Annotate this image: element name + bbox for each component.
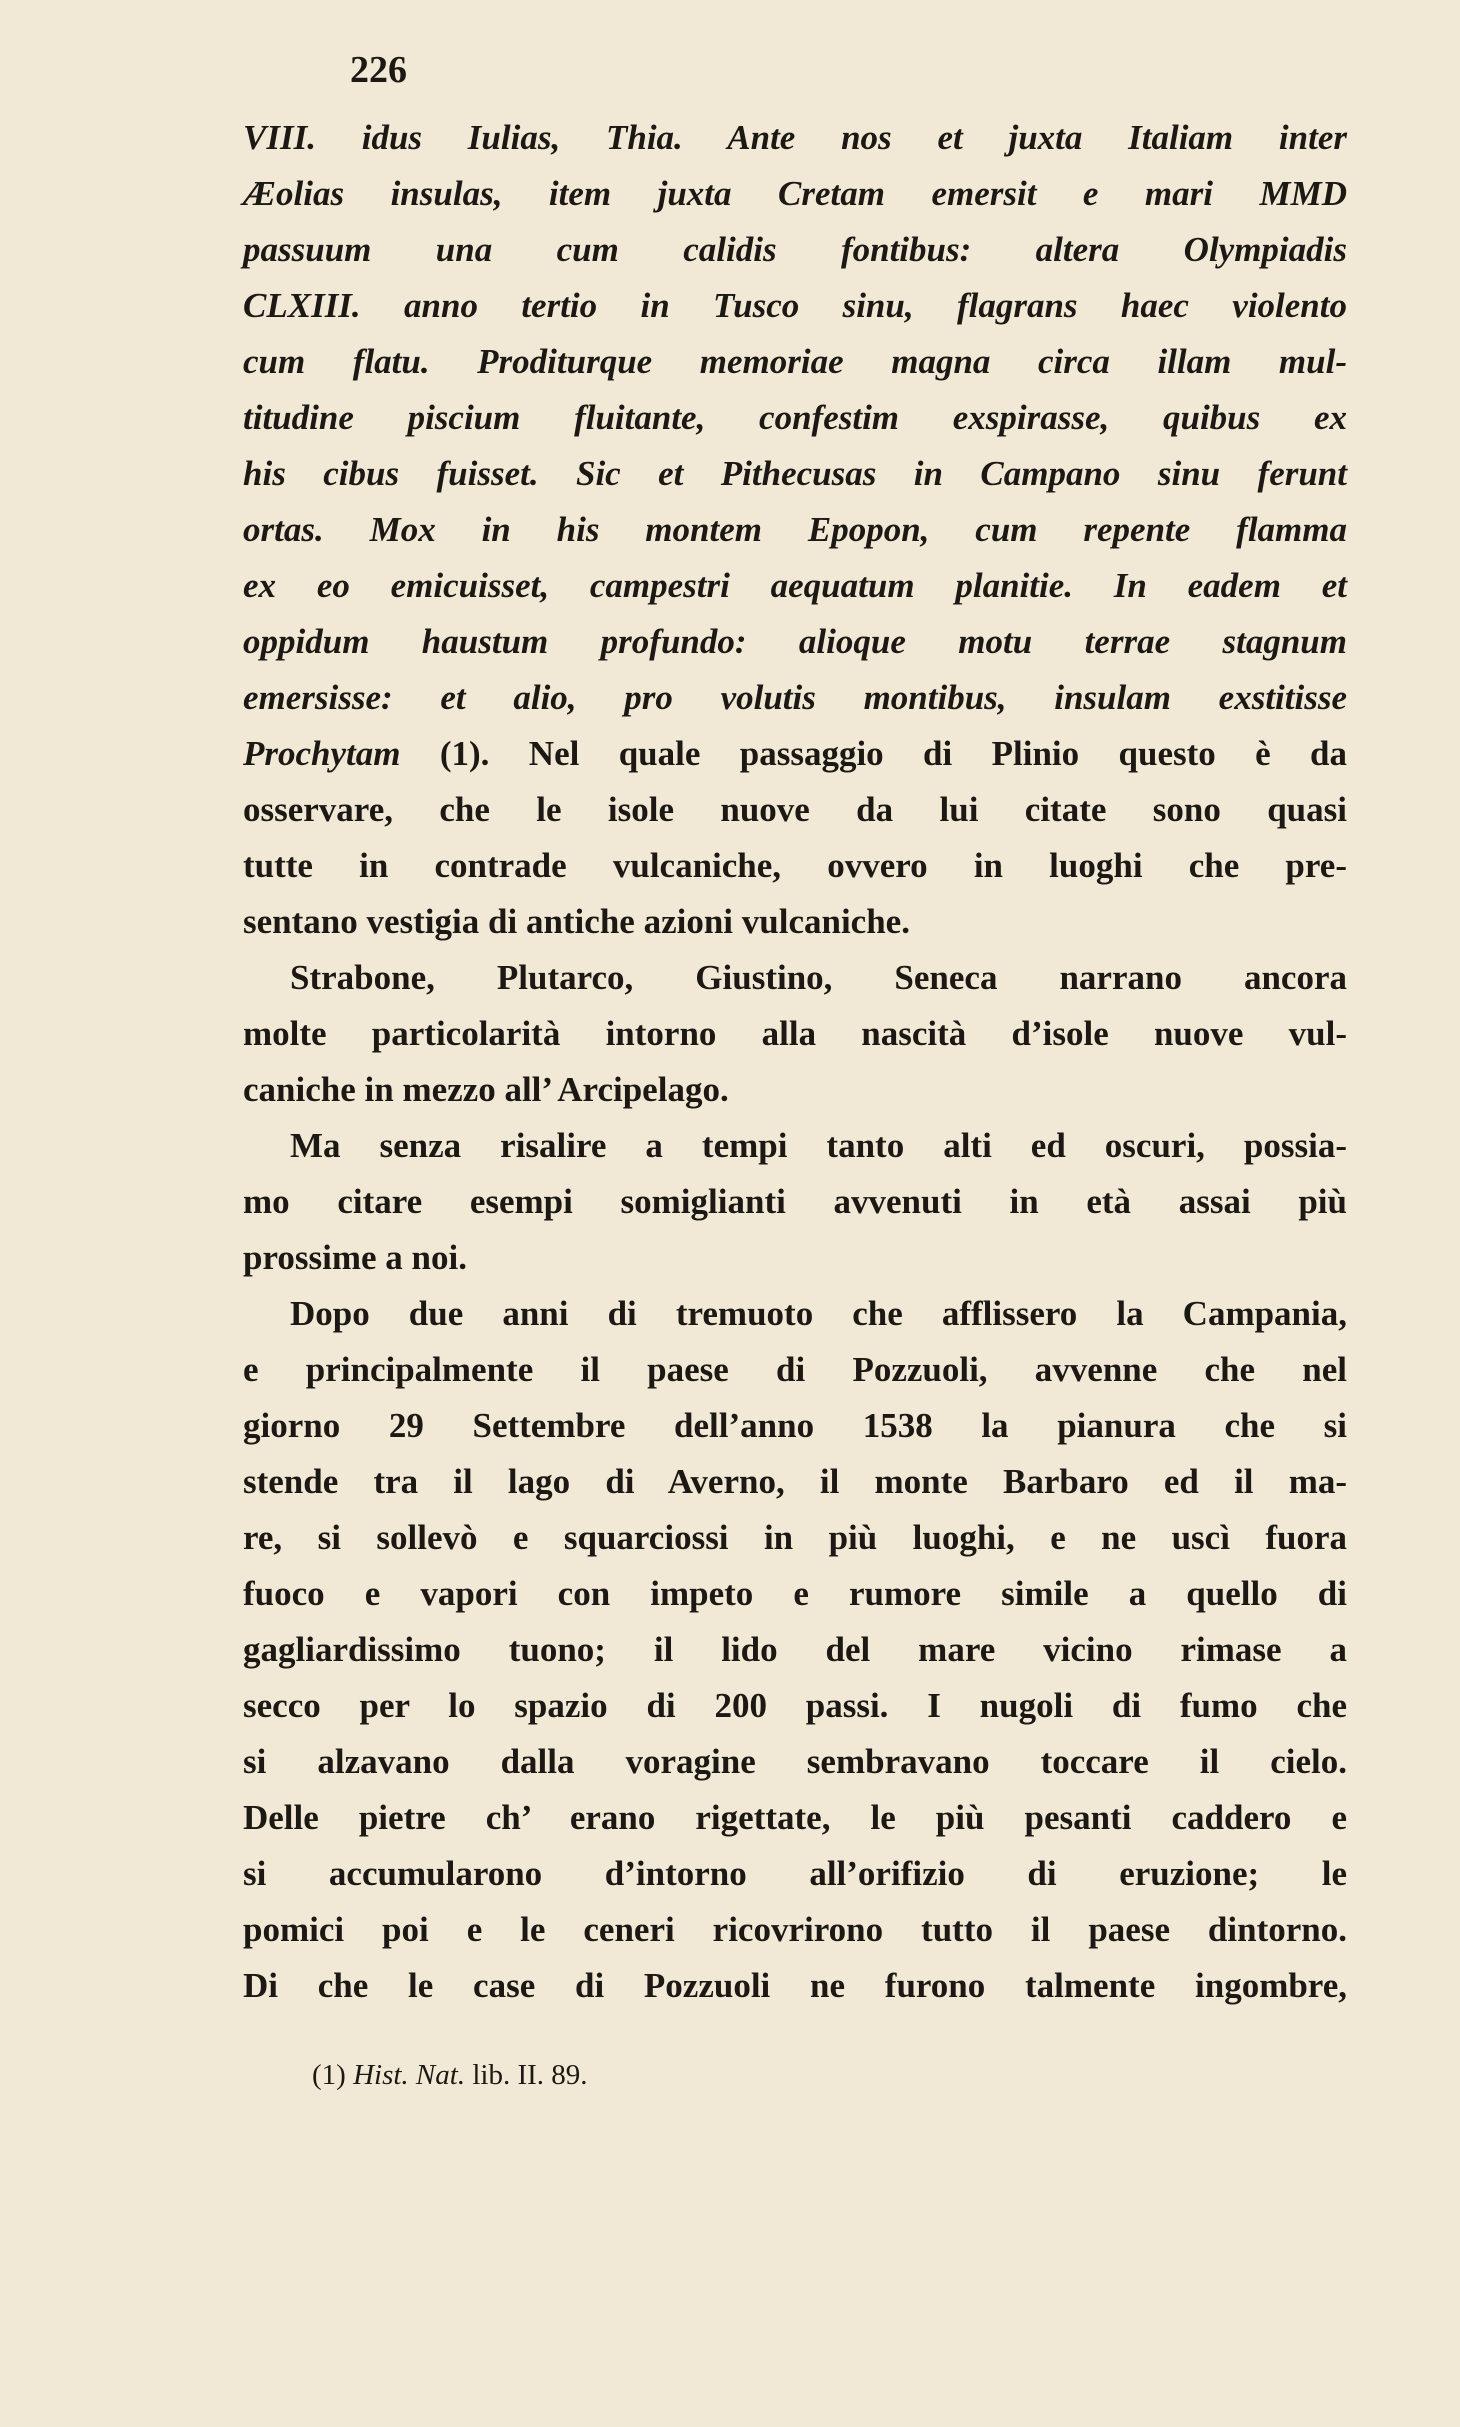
roman-text: re, si sollevò e squarciossi in più luoghi, e ne uscì fuora <box>243 1518 1347 1557</box>
roman-text: caniche in mezzo all’ Arcipelago. <box>243 1070 729 1109</box>
roman-text: sentano vestigia di antiche azioni vulcaniche. <box>243 902 910 941</box>
text-line <box>243 726 1347 782</box>
italic-text: oppidum haustum profundo: alioque motu terrae stagnum <box>243 622 1347 661</box>
roman-text: tutte in contrade vulcaniche, ovvero in luoghi che pre- <box>243 846 1347 885</box>
italic-text: ex eo emicuisset, campestri aequatum planitie. In eadem et <box>243 566 1347 605</box>
italic-text: titudine piscium fluitante, confestim exspirasse, quibus ex <box>243 398 1347 437</box>
text-line <box>243 894 1347 950</box>
roman-text: fuoco e vapori con impeto e rumore simile a quello di <box>243 1574 1347 1613</box>
text-line <box>243 166 1347 222</box>
text-line <box>243 782 1347 838</box>
text-line <box>243 1902 1347 1958</box>
roman-text: si alzavano dalla voragine sembravano toccare il cielo. <box>243 1742 1347 1781</box>
footnote <box>312 2055 588 2095</box>
main-text <box>243 110 1347 2014</box>
text-line <box>243 1790 1347 1846</box>
text-line <box>243 110 1347 166</box>
roman-text: si accumularono d’intorno all’orifizio di eruzione; le <box>243 1854 1347 1893</box>
text-line <box>243 1286 1347 1342</box>
text-line <box>243 1062 1347 1118</box>
text-line <box>243 1734 1347 1790</box>
text-line <box>243 558 1347 614</box>
roman-text: stende tra il lago di Averno, il monte Barbaro ed il ma- <box>243 1462 1347 1501</box>
text-line <box>243 670 1347 726</box>
roman-text: pomici poi e le ceneri ricovrirono tutto il paese dintorno. <box>243 1910 1347 1949</box>
roman-text: secco per lo spazio di 200 passi. I nugoli di fumo che <box>243 1686 1347 1725</box>
roman-text: Strabone, Plutarco, Giustino, Seneca narrano ancora <box>290 958 1347 997</box>
text-line <box>243 1006 1347 1062</box>
roman-text: prossime a noi. <box>243 1238 467 1277</box>
italic-text: emersisse: et alio, pro volutis montibus, insulam exstitisse <box>243 678 1347 717</box>
text-line <box>243 1622 1347 1678</box>
italic-text: Æolias insulas, item juxta Cretam emersit e mari MMD <box>243 174 1347 213</box>
page-number: 226 <box>350 49 407 91</box>
roman-text: Di che le case di Pozzuoli ne furono talmente ingombre, <box>243 1966 1347 2005</box>
text-line <box>243 1510 1347 1566</box>
italic-text: cum flatu. Proditurque memoriae magna circa illam mul- <box>243 342 1347 381</box>
text-line <box>243 1118 1347 1174</box>
text-line <box>243 222 1347 278</box>
roman-text: giorno 29 Settembre dell’anno 1538 la pianura che si <box>243 1406 1347 1445</box>
text-line <box>243 1230 1347 1286</box>
italic-text: passuum una cum calidis fontibus: altera Olympiadis <box>243 230 1347 269</box>
roman-text: Dopo due anni di tremuoto che afflissero la Campania, <box>290 1294 1347 1333</box>
text-line <box>243 1678 1347 1734</box>
footnote-marker: (1) <box>312 2059 354 2091</box>
text-line <box>243 1398 1347 1454</box>
italic-text: CLXIII. anno tertio in Tusco sinu, flagrans haec violento <box>243 286 1347 325</box>
text-line <box>243 278 1347 334</box>
text-line <box>243 1846 1347 1902</box>
roman-text: Ma senza risalire a tempi tanto alti ed oscuri, possia- <box>290 1126 1347 1165</box>
text-line <box>243 334 1347 390</box>
roman-text: gagliardissimo tuono; il lido del mare vicino rimase a <box>243 1630 1347 1669</box>
roman-text: osservare, che le isole nuove da lui citate sono quasi <box>243 790 1347 829</box>
italic-text: ortas. Mox in his montem Epopon, cum repente flamma <box>243 510 1347 549</box>
text-line <box>243 502 1347 558</box>
text-line <box>243 838 1347 894</box>
roman-text: molte particolarità intorno alla nascità d’isole nuove vul- <box>243 1014 1347 1053</box>
roman-text: mo citare esempi somiglianti avvenuti in età assai più <box>243 1182 1347 1221</box>
text-line <box>243 446 1347 502</box>
italic-text: his cibus fuisset. Sic et Pithecusas in Campano sinu ferunt <box>243 454 1347 493</box>
text-line <box>243 1342 1347 1398</box>
roman-text: (1). Nel quale passaggio di Plinio questo è da <box>400 734 1347 773</box>
footnote-reference: lib. II. 89. <box>465 2059 588 2091</box>
text-line <box>243 614 1347 670</box>
roman-text: Delle pietre ch’ erano rigettate, le più pesanti caddero e <box>243 1798 1347 1837</box>
italic-text: VIII. idus Iulias, Thia. Ante nos et juxta Italiam inter <box>243 118 1347 157</box>
footnote-source: Hist. Nat. <box>353 2059 466 2091</box>
text-line <box>243 1454 1347 1510</box>
text-line <box>243 1566 1347 1622</box>
text-line <box>243 390 1347 446</box>
text-line <box>243 1958 1347 2014</box>
text-line <box>243 1174 1347 1230</box>
roman-text: e principalmente il paese di Pozzuoli, avvenne che nel <box>243 1350 1347 1389</box>
italic-text: Prochytam <box>243 734 401 773</box>
text-line <box>243 950 1347 1006</box>
